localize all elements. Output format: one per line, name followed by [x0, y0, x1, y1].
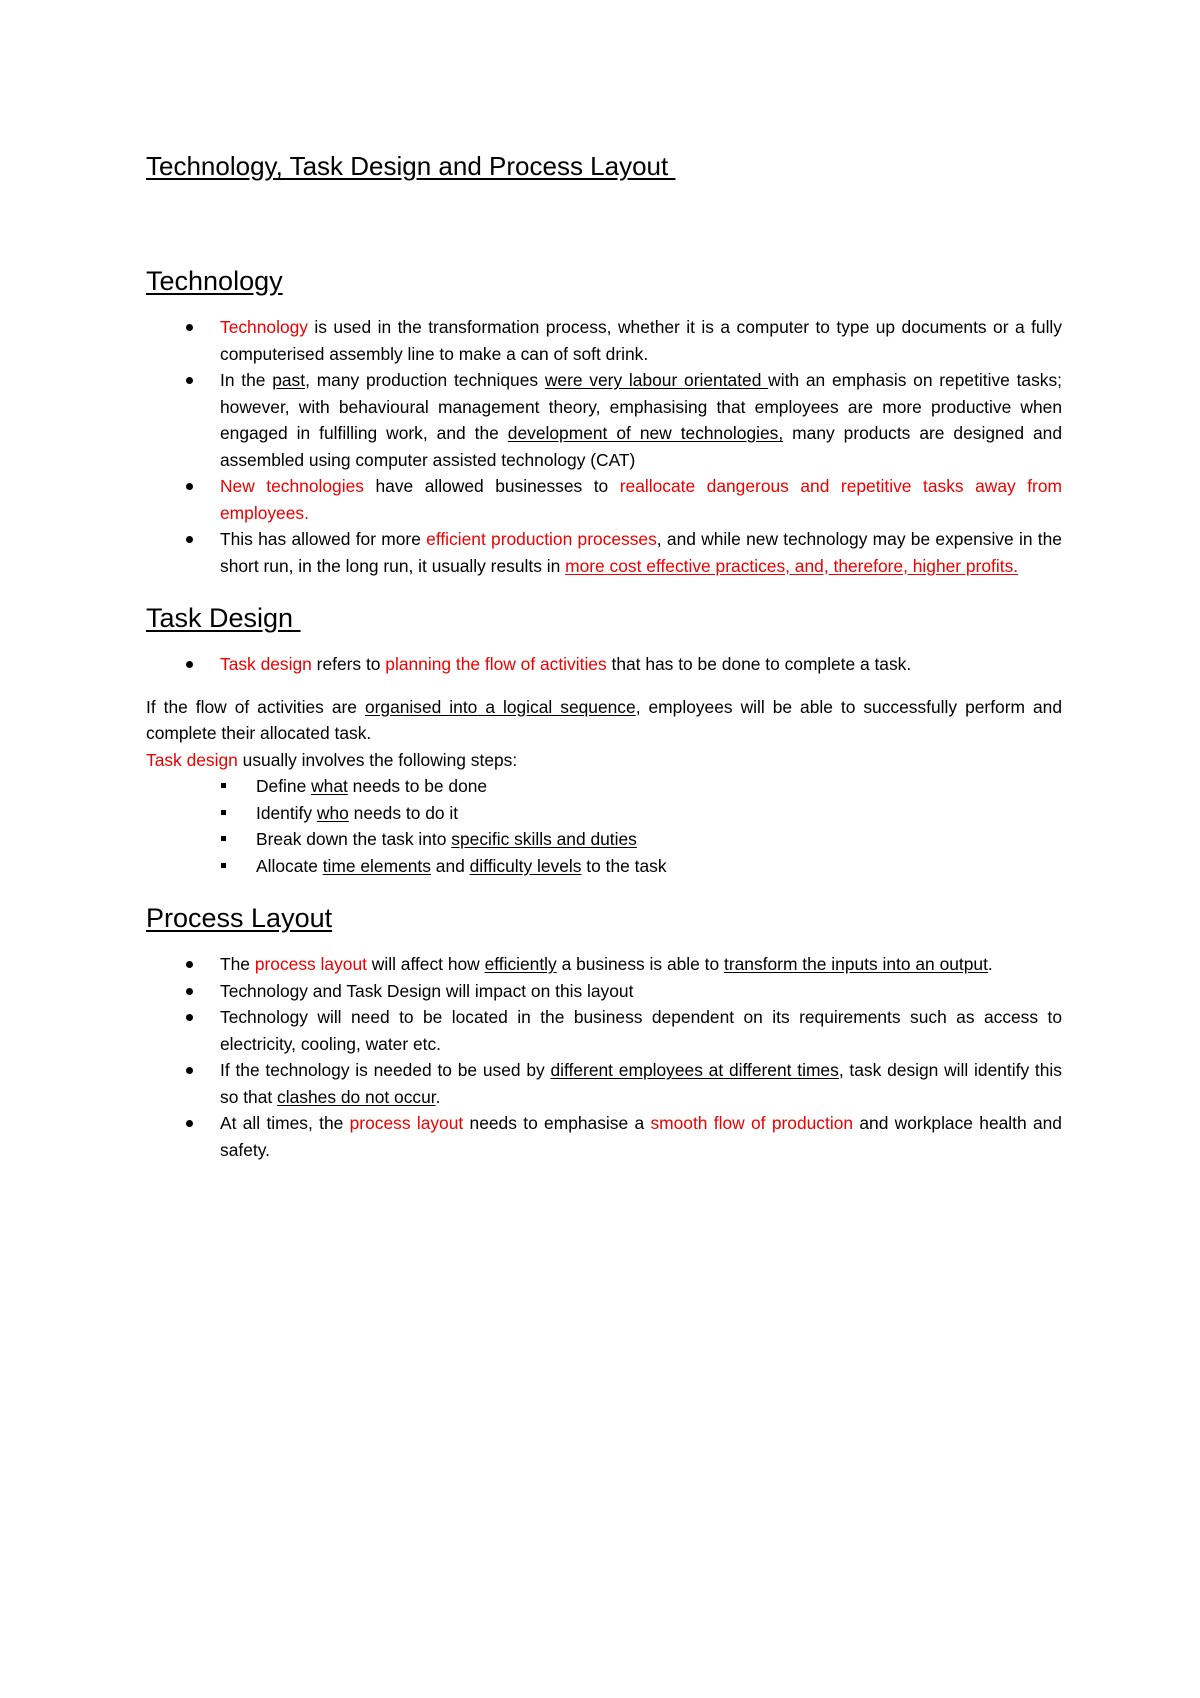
task-design-step: [146, 773, 1062, 800]
text-run: and workplace health and safety.: [220, 1113, 1062, 1160]
text-run: If the technology is needed to be used by: [220, 1060, 551, 1080]
text-run: more cost effective practices, and, therefore, higher profits.: [565, 555, 1019, 576]
text-run: , employees will be able to successfully perform and complete their allocated task.: [146, 696, 1062, 743]
task-design-steps-list: [146, 773, 1062, 879]
text-run: Allocate: [256, 855, 323, 876]
text-run: a business is able to: [556, 954, 724, 974]
task-design-step: [146, 853, 1062, 880]
text-run: At all times, the: [220, 1113, 350, 1133]
text-run: different employees at different times: [550, 1060, 839, 1080]
technology-bullet: [146, 526, 1062, 579]
text-run: Technology will need to be located in the business dependent on its requirements such as access to electricity, cooling, water etc.: [220, 1007, 1062, 1054]
heading-task-design: Task Design: [146, 603, 301, 633]
task-design-paragraph: [146, 694, 1062, 747]
text-run: refers to: [311, 654, 386, 674]
text-run: have allowed businesses to: [363, 476, 620, 496]
text-run: , task design will identify this so that: [220, 1060, 1062, 1107]
process-layout-bullet: [146, 1004, 1062, 1057]
technology-bullet: [146, 473, 1062, 526]
text-run: .: [987, 954, 993, 974]
text-run: New technologies: [220, 476, 364, 496]
text-run: will affect how: [366, 954, 485, 974]
text-run: , and while new technology may be expensive in the short run, in the long run, it usually results in: [220, 529, 1062, 576]
text-run: This has allowed for more: [220, 529, 427, 549]
process-layout-bullet: [146, 978, 1062, 1005]
process-layout-bullet-list: [146, 951, 1062, 1163]
technology-bullet-list: [146, 314, 1062, 579]
text-run: were very labour orientated: [544, 370, 769, 390]
text-run: specific skills and duties: [451, 829, 637, 849]
text-run: time elements: [322, 855, 431, 876]
text-run: efficient production processes: [426, 529, 657, 549]
text-run: is used in the transformation process, whether it is a computer to type up documents or a fully computerised assembly line to make a can of soft drink.: [220, 317, 1062, 364]
text-run: needs to do it: [348, 802, 459, 823]
process-layout-bullet: [146, 1057, 1062, 1110]
text-run: Technology: [220, 317, 308, 337]
text-run: usually involves the following steps:: [237, 749, 518, 770]
process-layout-bullet: [146, 1110, 1062, 1163]
text-run: needs to emphasise a: [463, 1113, 651, 1133]
text-run: Technology and Task Design will impact on this layout: [220, 980, 634, 1001]
text-run: with an emphasis on repetitive tasks; however, with behavioural management theory, emphasising that employees are more productive when engaged in fulfilling work, and the: [220, 370, 1063, 443]
text-run: needs to be done: [347, 776, 488, 796]
heading-process-layout: Process Layout: [146, 903, 333, 933]
process-layout-bullet: [146, 951, 1062, 978]
text-run: organised into a logical sequence: [364, 696, 636, 717]
text-run: If the flow of activities are: [146, 696, 365, 717]
task-design-step: [146, 800, 1062, 827]
text-run: planning the flow of activities: [385, 654, 607, 674]
text-run: .: [435, 1086, 441, 1107]
text-run: Task design: [220, 654, 312, 674]
task-design-bullet-list: [146, 651, 1062, 678]
task-design-steps-intro: [146, 747, 1062, 774]
technology-bullet: [146, 367, 1062, 473]
text-run: Break down the task into: [256, 829, 452, 849]
text-run: In the: [220, 370, 273, 390]
text-run: reallocate dangerous and repetitive tasks away from employees.: [220, 476, 1062, 523]
text-run: development of new technologies,: [507, 423, 784, 443]
text-run: who: [316, 802, 349, 823]
text-run: Identify: [256, 802, 317, 823]
document-title: Technology, Task Design and Process Layout: [146, 151, 676, 181]
text-run: difficulty levels: [469, 855, 582, 876]
text-run: Task design: [146, 749, 238, 770]
text-run: and: [430, 855, 470, 876]
text-run: past: [272, 370, 306, 390]
text-run: transform the inputs into an output: [724, 954, 988, 974]
text-run: The: [220, 954, 255, 974]
text-run: process layout: [349, 1113, 464, 1133]
text-run: , many production techniques: [305, 370, 545, 390]
heading-technology: Technology: [146, 266, 283, 296]
text-run: efficiently: [484, 954, 557, 974]
text-run: clashes do not occur: [277, 1086, 436, 1107]
text-run: Define: [256, 776, 312, 796]
text-run: many products are designed and assembled using computer assisted technology (CAT): [220, 423, 1062, 470]
technology-bullet: [146, 314, 1062, 367]
text-run: process layout: [254, 954, 367, 974]
text-run: smooth flow of production: [650, 1113, 854, 1133]
task-design-step: [146, 826, 1062, 853]
text-run: to the task: [581, 855, 667, 876]
task-design-bullet: [146, 651, 1062, 678]
text-run: what: [311, 776, 348, 796]
text-run: that has to be done to complete a task.: [606, 654, 912, 674]
